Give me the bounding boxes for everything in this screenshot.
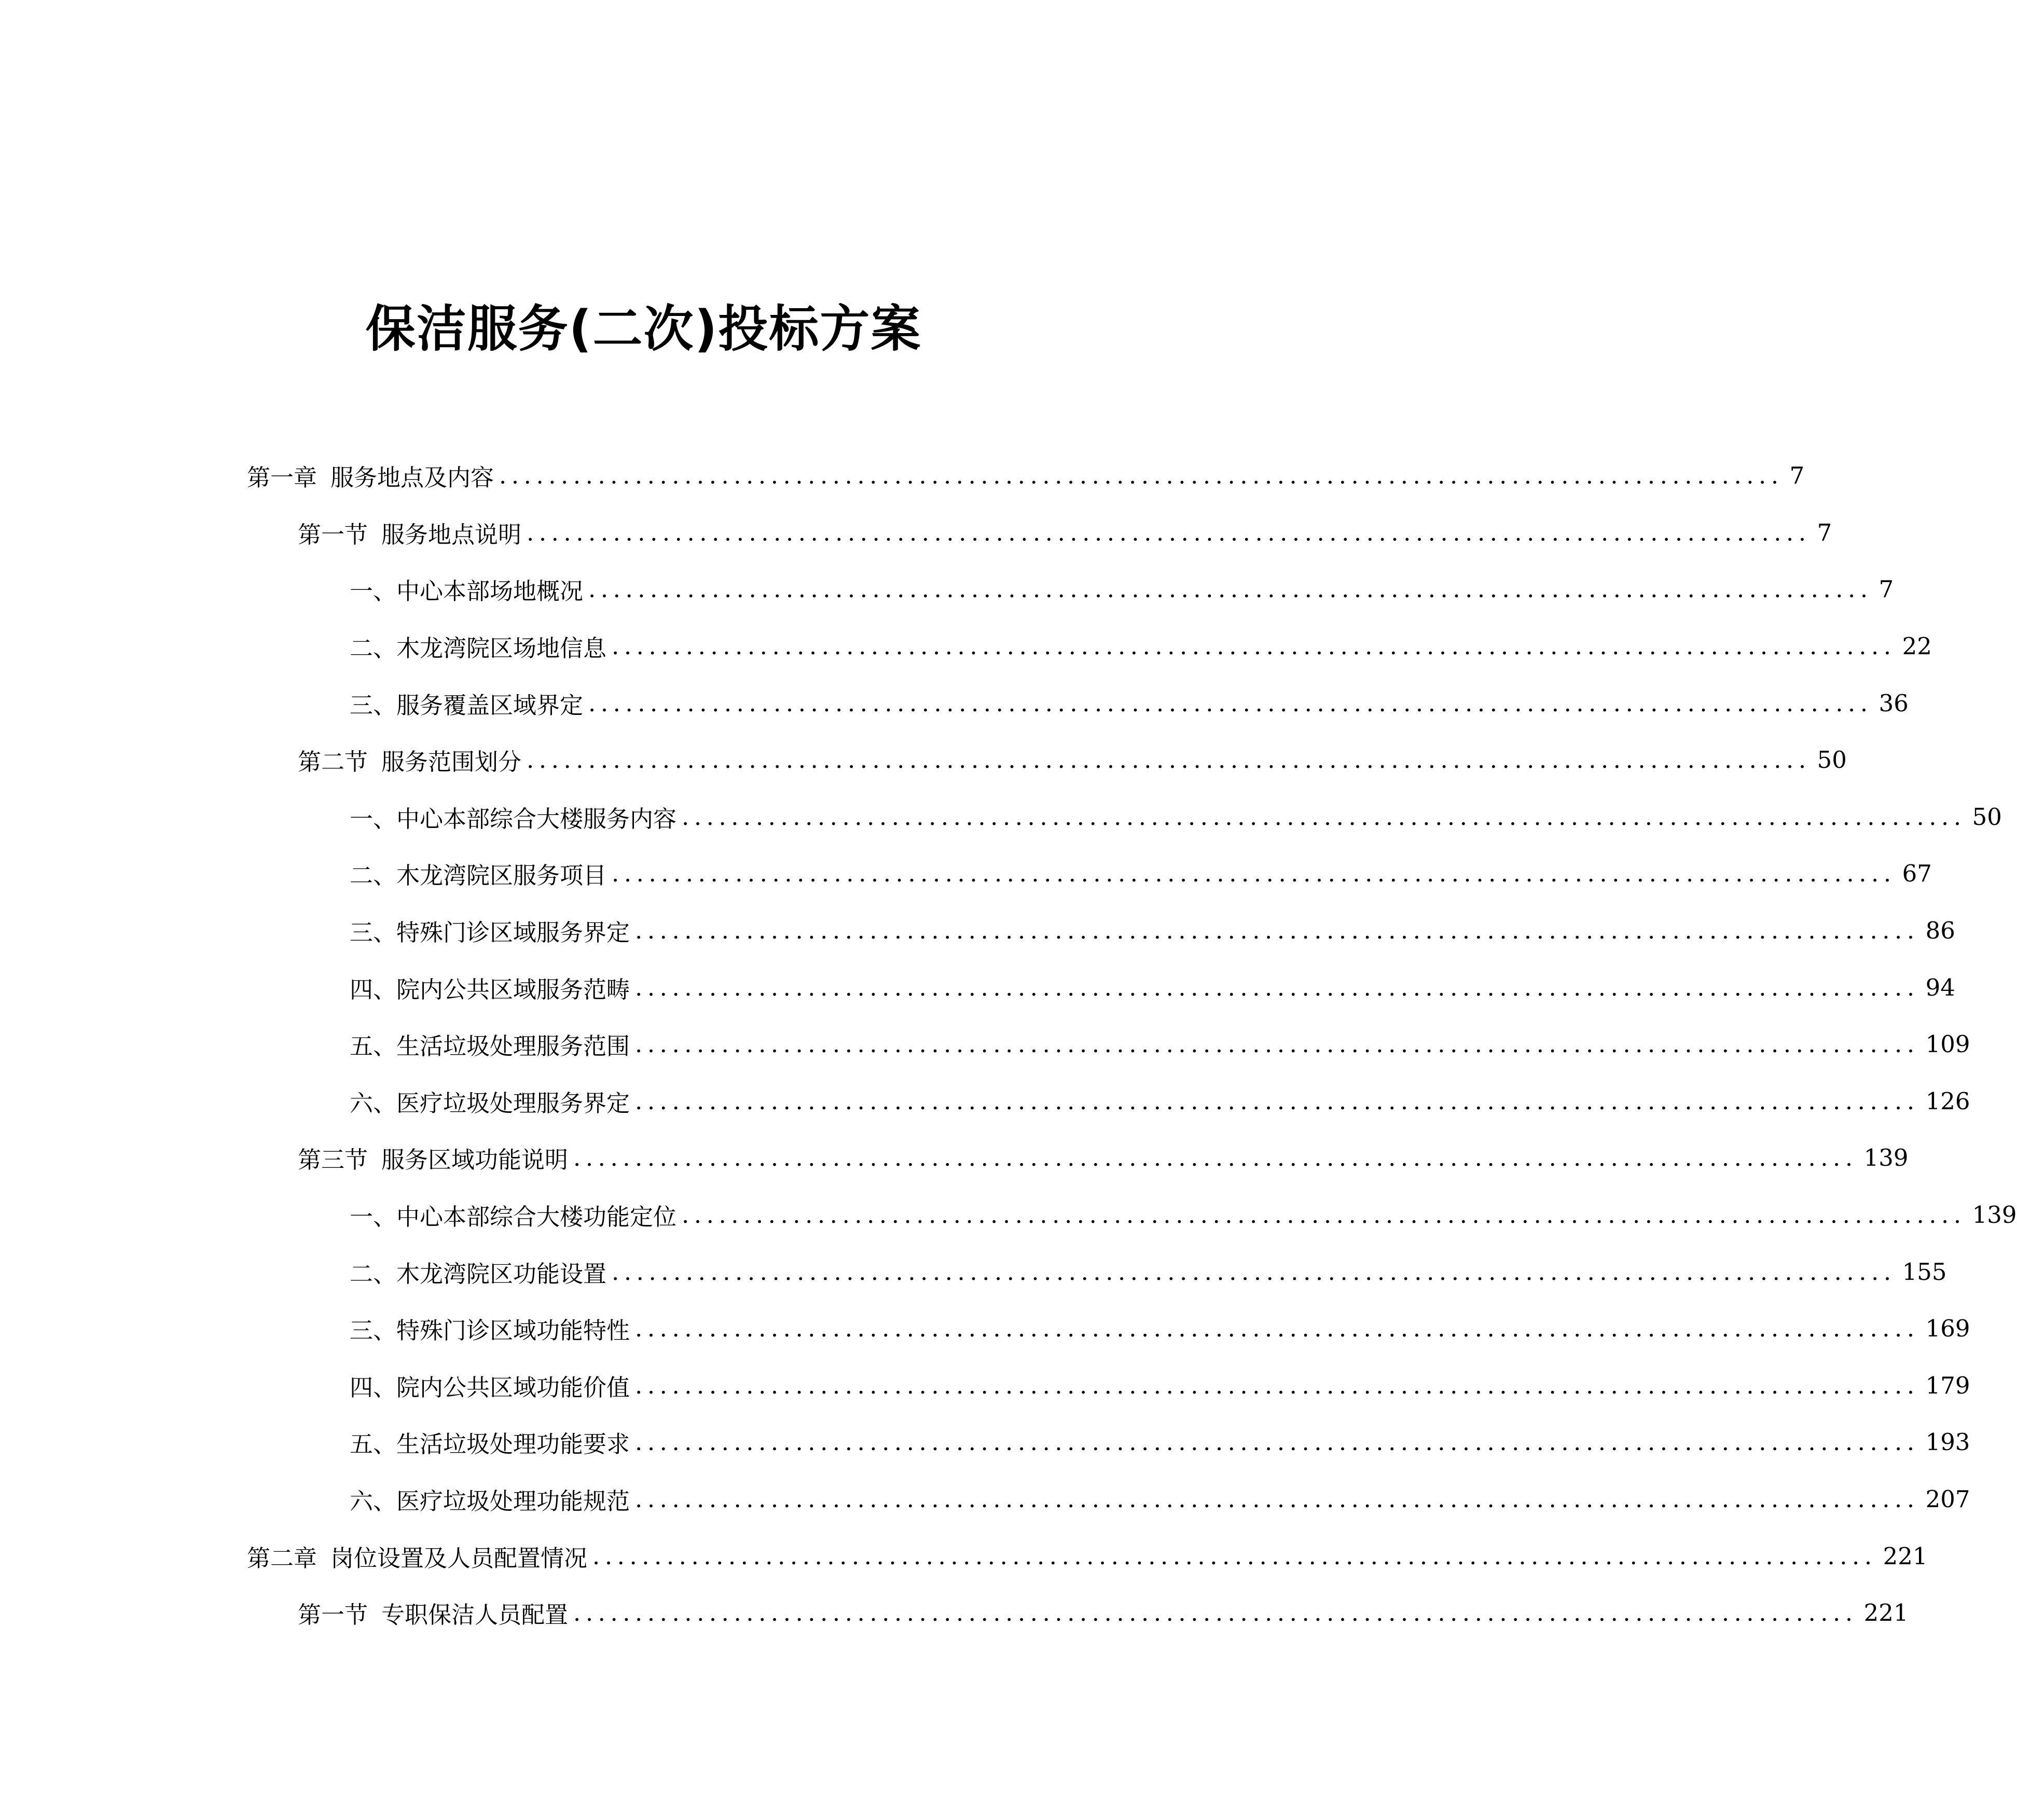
toc-entry-item[interactable] xyxy=(0,618,1932,675)
toc-entry-label: 特殊门诊区域服务界定 xyxy=(396,919,630,947)
toc-dot-leader: ........................................................................................................ xyxy=(635,1371,1919,1399)
toc-entry-label: 生活垃圾处理功能要求 xyxy=(396,1430,630,1458)
table-of-contents xyxy=(0,447,2017,1641)
toc-entry-page: 7 xyxy=(1789,462,1805,490)
toc-entry-number: 第二章 xyxy=(247,1544,317,1572)
toc-entry-page: 126 xyxy=(1925,1087,1970,1115)
toc-entry-item[interactable] xyxy=(0,1300,1970,1357)
toc-dot-leader: ........................................................................................................ xyxy=(592,1542,1877,1570)
toc-dot-leader: ........................................................................................................ xyxy=(527,746,1811,774)
toc-entry-section[interactable] xyxy=(0,1584,1909,1642)
toc-dot-leader: ........................................................................................................ xyxy=(612,860,1896,888)
toc-entry-item[interactable] xyxy=(0,1187,2017,1244)
toc-entry-label: 木龙湾院区场地信息 xyxy=(396,635,607,663)
toc-entry-label: 服务区域功能说明 xyxy=(381,1146,569,1174)
toc-entry-label: 服务地点及内容 xyxy=(330,464,494,492)
toc-dot-leader: ........................................................................................................ xyxy=(527,518,1811,546)
toc-entry-number: 五、 xyxy=(350,1430,397,1458)
toc-entry-page: 179 xyxy=(1925,1371,1970,1399)
toc-entry-item[interactable] xyxy=(0,1471,1970,1528)
toc-entry-page: 22 xyxy=(1902,632,1932,660)
toc-entry-number: 五、 xyxy=(350,1032,397,1060)
document-title: 保洁服务(二次)投标方案 xyxy=(365,300,922,359)
toc-entry-label: 医疗垃圾处理功能规范 xyxy=(396,1487,630,1515)
toc-entry-number: 第一章 xyxy=(247,464,317,492)
toc-entry-number: 四、 xyxy=(350,975,397,1003)
toc-entry-number: 一、 xyxy=(350,1203,397,1231)
toc-entry-page: 94 xyxy=(1925,973,1955,1001)
toc-entry-number: 三、 xyxy=(350,919,397,947)
toc-entry-number: 四、 xyxy=(350,1373,397,1401)
toc-entry-number: 二、 xyxy=(350,862,397,890)
toc-dot-leader: ........................................................................................................ xyxy=(573,1599,1858,1627)
toc-entry-item[interactable] xyxy=(0,789,2002,846)
toc-entry-page: 50 xyxy=(1817,746,1847,774)
toc-entry-page: 207 xyxy=(1925,1485,1970,1513)
toc-entry-label: 院内公共区域功能价值 xyxy=(396,1373,630,1401)
toc-entry-page: 155 xyxy=(1902,1258,1947,1286)
toc-entry-label: 院内公共区域服务范畴 xyxy=(396,975,630,1003)
toc-dot-leader: ........................................................................................................ xyxy=(635,1428,1919,1456)
toc-entry-item[interactable] xyxy=(0,959,1955,1016)
toc-entry-chapter-1[interactable] xyxy=(0,447,1805,504)
toc-entry-number: 六、 xyxy=(350,1089,397,1117)
toc-dot-leader: ........................................................................................................ xyxy=(635,1485,1919,1513)
toc-entry-item[interactable] xyxy=(0,902,1955,959)
toc-entry-page: 86 xyxy=(1925,917,1955,945)
toc-entry-chapter-2[interactable] xyxy=(0,1527,1928,1584)
toc-dot-leader: ........................................................................................................ xyxy=(635,1315,1919,1343)
toc-entry-page: 109 xyxy=(1925,1030,1970,1058)
toc-dot-leader: ........................................................................................................ xyxy=(635,973,1919,1001)
toc-entry-label: 专职保洁人员配置 xyxy=(381,1601,569,1629)
toc-entry-number: 三、 xyxy=(350,691,397,719)
toc-entry-number: 三、 xyxy=(350,1317,397,1345)
toc-entry-number: 第一节 xyxy=(298,520,368,548)
toc-entry-label: 中心本部场地概况 xyxy=(396,577,584,605)
toc-entry-number: 第一节 xyxy=(298,1601,368,1629)
toc-dot-leader: ........................................................................................................ xyxy=(682,803,1966,831)
toc-entry-page: 7 xyxy=(1878,575,1894,603)
toc-dot-leader: ........................................................................................................ xyxy=(588,575,1873,603)
toc-entry-section[interactable] xyxy=(0,732,1847,789)
toc-dot-leader: ........................................................................................................ xyxy=(635,1087,1919,1115)
toc-dot-leader: ........................................................................................................ xyxy=(499,462,1784,490)
toc-entry-label: 中心本部综合大楼服务内容 xyxy=(396,805,677,833)
toc-entry-section[interactable] xyxy=(0,1129,1909,1187)
toc-entry-page: 221 xyxy=(1883,1542,1928,1570)
toc-dot-leader: ........................................................................................................ xyxy=(612,632,1896,660)
toc-entry-item[interactable] xyxy=(0,1073,1970,1130)
toc-entry-label: 木龙湾院区功能设置 xyxy=(396,1260,607,1288)
toc-entry-page: 169 xyxy=(1925,1315,1970,1343)
toc-entry-number: 二、 xyxy=(350,635,397,663)
toc-dot-leader: ........................................................................................................ xyxy=(635,917,1919,945)
toc-entry-page: 7 xyxy=(1817,518,1832,546)
toc-entry-page: 193 xyxy=(1925,1428,1970,1456)
toc-entry-page: 139 xyxy=(1863,1144,1909,1172)
toc-dot-leader: ........................................................................................................ xyxy=(612,1258,1896,1286)
toc-entry-label: 服务地点说明 xyxy=(381,520,522,548)
toc-entry-number: 第二节 xyxy=(298,748,368,776)
toc-entry-label: 岗位设置及人员配置情况 xyxy=(330,1544,588,1572)
toc-entry-item[interactable] xyxy=(0,1414,1970,1471)
toc-entry-label: 木龙湾院区服务项目 xyxy=(396,862,607,890)
toc-entry-number: 第三节 xyxy=(298,1146,368,1174)
toc-dot-leader: ........................................................................................................ xyxy=(682,1201,1966,1229)
toc-entry-item[interactable] xyxy=(0,561,1894,618)
toc-entry-page: 139 xyxy=(1972,1201,2017,1229)
toc-entry-number: 一、 xyxy=(350,805,397,833)
toc-entry-number: 一、 xyxy=(350,577,397,605)
toc-entry-section[interactable] xyxy=(0,504,1832,561)
toc-entry-page: 50 xyxy=(1972,803,2002,831)
toc-entry-item[interactable] xyxy=(0,1243,1947,1300)
toc-entry-page: 36 xyxy=(1878,689,1909,717)
toc-entry-label: 生活垃圾处理服务范围 xyxy=(396,1032,630,1060)
toc-dot-leader: ........................................................................................................ xyxy=(635,1030,1919,1058)
toc-entry-label: 医疗垃圾处理服务界定 xyxy=(396,1089,630,1117)
toc-entry-label: 服务覆盖区域界定 xyxy=(396,691,584,719)
toc-entry-item[interactable] xyxy=(0,1357,1970,1414)
toc-entry-number: 六、 xyxy=(350,1487,397,1515)
toc-entry-label: 中心本部综合大楼功能定位 xyxy=(396,1203,677,1231)
toc-entry-item[interactable] xyxy=(0,674,1909,732)
toc-entry-label: 服务范围划分 xyxy=(381,748,522,776)
toc-entry-item[interactable] xyxy=(0,845,1932,902)
toc-entry-item[interactable] xyxy=(0,1016,1970,1073)
toc-entry-number: 二、 xyxy=(350,1260,397,1288)
toc-entry-label: 特殊门诊区域功能特性 xyxy=(396,1317,630,1345)
toc-dot-leader: ........................................................................................................ xyxy=(573,1144,1858,1172)
toc-entry-page: 221 xyxy=(1863,1599,1909,1627)
toc-entry-page: 67 xyxy=(1902,860,1932,888)
toc-dot-leader: ........................................................................................................ xyxy=(588,689,1873,717)
